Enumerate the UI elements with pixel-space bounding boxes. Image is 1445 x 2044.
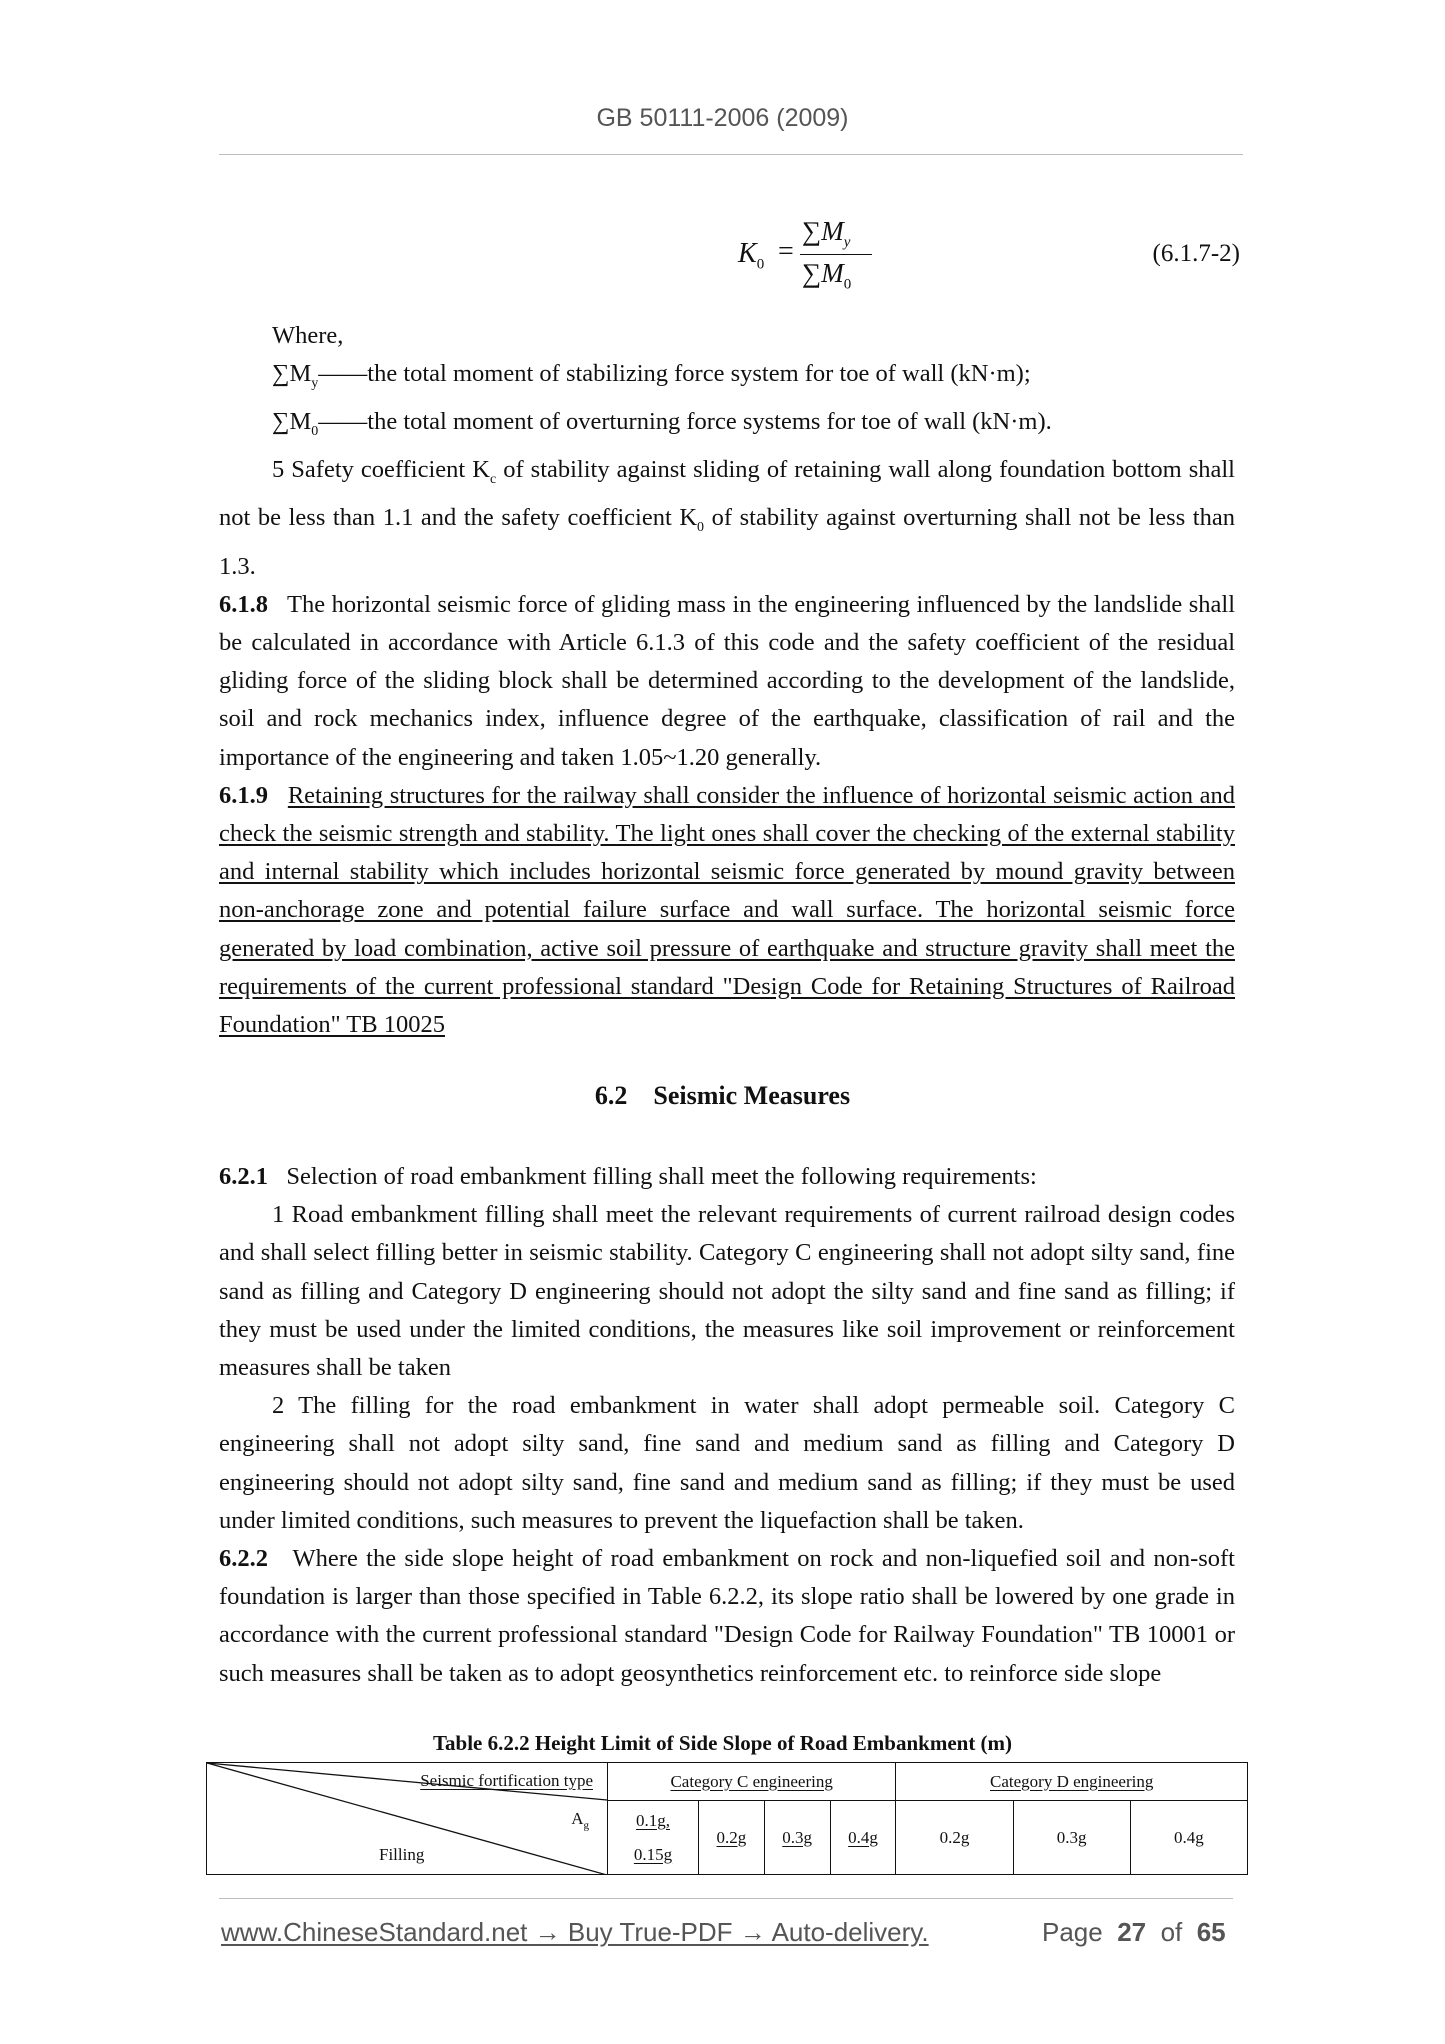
clause-6-1-8: 6.1.8 The horizontal seismic force of gliding mass in the engineering influenced by the landslide shall be calculated in accordance with Article 6.1.3 of this code and the safety coefficient of the residual gliding force of the sliding block shall be determined according to the development of the landslide, soil and rock mechanics index, influence degree of the earthquake, classification of rail and the importance of the engineering and taken 1.05~1.20 generally. (219, 590, 1235, 771)
clause-6-2-1-item-1: 1 Road embankment filling shall meet the relevant requirements of current railroad design codes and shall select filling better in seismic stability. Category C engineering shall not adopt silty sand, fine sand as filling and Category D engineering should not adopt the silty sand and fine sand as filling; if they must be used under the limited conditions, the measures like soil improvement or reinforcement measures shall be taken (219, 1201, 1235, 1382)
col-header-0-1g-0-15g: 0.1g, 0.15g (608, 1801, 699, 1875)
corner-label-ag: $A_g$ (571, 1809, 589, 1832)
clause-6-2-2: 6.2.2 Where the side slope height of road embankment on rock and non-liquefied soil and non-soft foundation is larger than those specified in Table 6.2.2, its slope ratio shall be lowered by one grade in accordance with the current professional standard "Design Code for Railway Foundation" TB 10001 or such measures shall be taken as to adopt geosynthetics reinforcement etc. to reinforce side slope (219, 1545, 1235, 1687)
item-5: 5 Safety coefficient $K_c$ of stability against sliding of retaining wall along foundation bottom shall not be less than 1.1 and the safety coefficient $K_0$ of stability against overturning shall not be less than 1.3. (219, 456, 1235, 580)
footer-page-number: Page 27 of 65 (1042, 1917, 1226, 1947)
col-header-c-0-3g: 0.3g (764, 1801, 830, 1875)
equation-lhs: $K_0$ (738, 238, 765, 273)
header-category-c: Category C engineering (608, 1763, 896, 1801)
table-caption: Table 6.2.2 Height Limit of Side Slope of Road Embankment (m) (432, 1731, 1013, 1755)
col-header-c-0-2g: 0.2g (699, 1801, 765, 1875)
equation-6-1-7-2 (720, 210, 1240, 300)
equation-number: (6.1.7-2) (1152, 240, 1240, 267)
corner-label-filling: Filling (379, 1845, 425, 1864)
text-block-2 (219, 1158, 1235, 1693)
footer-link[interactable]: www.ChineseStandard.net → Buy True-PDF → Auto-delivery. (221, 1917, 929, 1947)
where-label: Where, (272, 322, 344, 349)
col-header-d-0-4g: 0.4g (1130, 1801, 1247, 1875)
clause-6-2-1: 6.2.1 Selection of road embankment filling shall meet the following requirements: (219, 1163, 1037, 1190)
document-header: GB 50111-2006 (2009) (596, 104, 849, 132)
corner-label-type: Seismic fortification type (420, 1771, 593, 1790)
header-rule (219, 154, 1243, 155)
col-header-c-0-4g: 0.4g (830, 1801, 896, 1875)
table-corner-cell (207, 1763, 608, 1875)
equation-equals: = (778, 236, 794, 267)
col-header-d-0-3g: 0.3g (1013, 1801, 1130, 1875)
fraction-bar (800, 254, 872, 255)
text-block-1 (219, 317, 1235, 1044)
equation-denominator: $\sum M_0$ (802, 258, 852, 293)
header-category-d: Category D engineering (896, 1763, 1248, 1801)
clause-6-2-1-item-2: 2 The filling for the road embankment in water shall adopt permeable soil. Category C engineering shall not adopt silty sand, fine sand and medium sand as filling and Category D engineering should not adopt silty sand, fine sand and medium sand as filling; if they must be used under limited conditions, such measures to prevent the liquefaction shall be taken. (219, 1392, 1235, 1534)
footer-rule (219, 1898, 1233, 1899)
clause-6-1-9: 6.1.9 Retaining structures for the railway shall consider the influence of horizontal seismic action and check the seismic strength and stability. The light ones shall cover the checking of the external stability and internal stability which includes horizontal seismic force generated by mound gravity between non-anchorage zone and potential failure surface and wall surface. The horizontal seismic force generated by load combination, active soil pressure of earthquake and structure gravity shall meet the requirements of the current professional standard "Design Code for Retaining Structures of Railroad Foundation" TB 10025 (219, 781, 1236, 1039)
definition-my: $\sum M_y——the$ total moment of stabilizing force system for toe of wall (kN·m); (272, 360, 1031, 392)
col-header-d-0-2g: 0.2g (896, 1801, 1013, 1875)
section-heading: 6.2 Seismic Measures (594, 1081, 851, 1110)
equation-numerator: $\sum M_y$ (802, 216, 851, 251)
definition-m0: $\sum M_0——the$ total moment of overturning force systems for toe of wall (kN·m). (272, 408, 1052, 440)
height-limit-table (206, 1762, 1248, 1875)
